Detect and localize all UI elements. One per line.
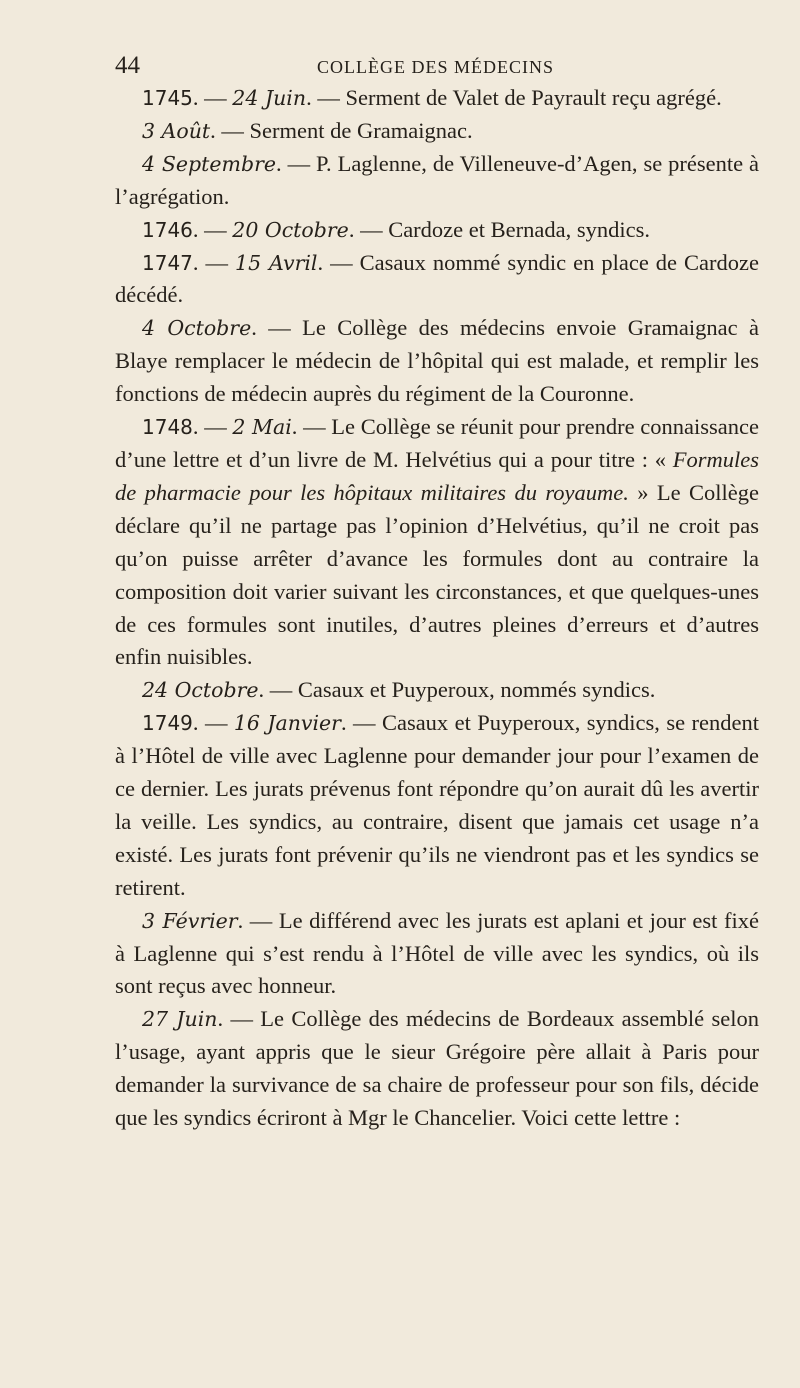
book-title: Formules de pharmacie pour les hôpitaux militaires du royaume. xyxy=(115,446,759,505)
entry-1747-avril: 1747. — 15 Avril. — Casaux nommé syndic en place de Cardoze décédé. xyxy=(115,249,759,308)
entry-text: — Casaux et Puyperoux, syndics, se rendent à l’Hôtel de ville avec Laglenne pour demander jour pour l’examen de ce dernier. Les jurats prévenus font répondre qu’on aurait dû les avertir la veille. Les syndics, au contraire, disent que jamais cet usage n’a existé. Les jurats font prévenir qu’ils ne viendront pas et les syndics se retirent. xyxy=(115,710,759,900)
year-label: 1747 xyxy=(142,250,193,275)
year-label: 1746 xyxy=(142,217,193,242)
entry-1745-septembre: 4 Septembre. — P. Laglenne, de Villeneuve-d’Agen, se présente à l’agrégation. xyxy=(115,150,759,209)
entry-text: — Le Collège des médecins envoie Gramaignac à Blaye remplacer le médecin de l’hôpital qui est malade, et remplir les fonctions de médecin auprès du régiment de la Couronne. xyxy=(115,315,760,407)
entry-date: 3 Août xyxy=(142,118,211,143)
page-number: 44 xyxy=(115,52,140,79)
entry-1749-juin: 27 Juin. — Le Collège des médecins de Bordeaux assemblé selon l’usage, ayant appris que le sieur Grégoire père allait à Paris pour demander la survivance de sa chaire de professeur pour son fils, décide que les syndics écriront à Mgr le Chancelier. Voici cette lettre : xyxy=(115,1006,759,1131)
page-header xyxy=(115,48,756,82)
year-label: 1749 xyxy=(142,711,193,736)
year-label: 1745 xyxy=(142,86,193,110)
entry-1749-janvier: 1749. — 16 Janvier. — Casaux et Puyperoux, syndics, se rendent à l’Hôtel de ville avec Laglenne pour demander jour pour l’examen de ce dernier. Les jurats prévenus font répondre qu’on aurait dû les avertir la veille. Les syndics, au contraire, disent que jamais cet usage n’a existé. Les jurats font prévenir qu’ils ne viendront pas et les syndics se retirent. xyxy=(115,710,759,900)
entry-text: — Serment de Valet de Payrault reçu agrégé. xyxy=(311,85,722,110)
entry-text: — Le Collège des médecins de Bordeaux assemblé selon l’usage, ayant appris que le sieur Grégoire père allait à Paris pour demander la survivance de sa chaire de professeur pour son fils, décide que les syndics écriront à Mgr le Chancelier. Voici cette lettre : xyxy=(115,1006,759,1131)
entry-1745-aout: 3 Août. — Serment de Gramaignac. xyxy=(142,117,473,143)
entry-1748-mai: 1748. — 2 Mai. — Le Collège se réunit pour prendre connaissance d’une lettre et d’un livre de M. Helvétius qui a pour titre : « Formules de pharmacie pour les hôpitaux militaires du royaume. » Le Collège déclare qu’il ne partage pas l’opinion d’Helvétius, qu’il ne croit pas qu’on puisse arrêter d’avance les formules dont au contraire la composition doit varier suivant les circonstances, et que quelques-unes de ces formules sont inutiles, d’autres pleines d’erreurs et d’autres enfin nuisibles. xyxy=(115,414,759,670)
year-label: 1748 xyxy=(142,415,193,440)
entry-text: — Le Collège se réunit pour prendre connaissance d’une lettre et d’un livre de M. Helvétius qui a pour titre : « xyxy=(115,414,759,472)
body-text xyxy=(115,82,759,1135)
entry-date: 4 Octobre xyxy=(142,316,252,341)
entry-1748-octobre: 24 Octobre. — Casaux et Puyperoux, nommés syndics. xyxy=(142,677,656,703)
entry-1746-octobre: 1746. — 20 Octobre. — Cardoze et Bernada, syndics. xyxy=(142,216,650,242)
entry-text: — P. Laglenne, de Villeneuve-d’Agen, se présente à l’agrégation. xyxy=(115,150,759,209)
entry-date: 2 Mai xyxy=(232,415,292,440)
entry-1745-juin: 1745. — 24 Juin. — Serment de Valet de Payrault reçu agrégé. xyxy=(142,85,722,110)
entry-date: 16 Janvier xyxy=(233,711,341,736)
entry-date: 15 Avril xyxy=(235,250,318,275)
entry-date: 27 Juin xyxy=(142,1007,218,1032)
entry-text: — Cardoze et Bernada, syndics. xyxy=(354,216,650,242)
entry-text: — Le différend avec les jurats est aplani et jour est fixé à Laglenne qui s’est rendu à l’Hôtel de ville avec les syndics, où ils sont reçus avec honneur. xyxy=(115,907,759,999)
entry-1749-fevrier: 3 Février. — Le différend avec les jurats est aplani et jour est fixé à Laglenne qui s’est rendu à l’Hôtel de ville avec les syndics, où ils sont reçus avec honneur. xyxy=(115,907,759,999)
entry-text: — Casaux et Puyperoux, nommés syndics. xyxy=(264,677,656,703)
entry-date: 4 Septembre xyxy=(142,151,277,176)
entry-text: — Casaux nommé syndic en place de Cardoze décédé. xyxy=(115,249,759,308)
entry-text: — Serment de Gramaignac. xyxy=(215,117,473,143)
entry-text: » Le Collège déclare qu’il ne partage pas l’opinion d’Helvétius, qu’il ne croit pas qu’on puisse arrêter d’avance les formules dont au contraire la composition doit varier suivant les circonstances, et que quelques-unes de ces formules sont inutiles, d’autres pleines d’erreurs et d’autres enfin nuisibles. xyxy=(115,479,759,670)
entry-date: 24 Juin xyxy=(232,86,307,110)
entry-date: 20 Octobre xyxy=(232,217,349,242)
entry-date: 24 Octobre xyxy=(142,678,259,703)
entry-date: 3 Février xyxy=(142,908,238,933)
entry-1747-octobre: 4 Octobre. — Le Collège des médecins envoie Gramaignac à Blaye remplacer le médecin de l’hôpital qui est malade, et remplir les fonctions de médecin auprès du régiment de la Couronne. xyxy=(115,315,760,407)
running-title: COLLÈGE DES MÉDECINS xyxy=(317,57,554,77)
